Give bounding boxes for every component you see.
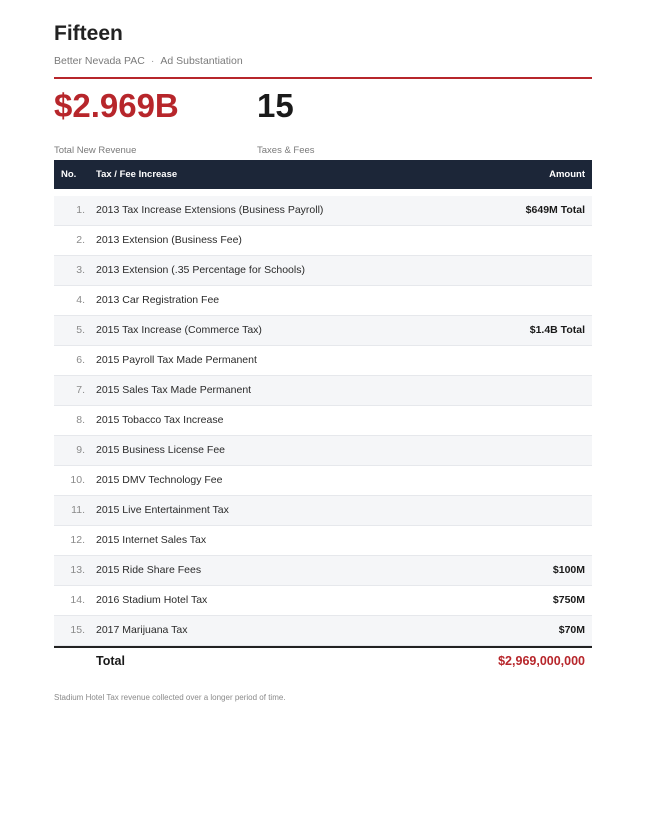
table-row (54, 466, 592, 496)
row-number: 2. (76, 234, 85, 246)
header-divider (54, 77, 592, 79)
footnote: Stadium Hotel Tax revenue collected over a longer period of time. (54, 693, 286, 702)
row-number: 6. (76, 354, 85, 366)
row-name: 2013 Extension (Business Fee) (96, 234, 242, 246)
row-amount: $750M (552, 594, 585, 606)
row-name: 2015 Internet Sales Tax (96, 534, 207, 546)
row-name: 2015 Tobacco Tax Increase (96, 414, 224, 426)
document-subtitle (54, 54, 243, 68)
row-number: 3. (76, 264, 85, 276)
row-number: 7. (76, 384, 85, 396)
row-amount: $1.4B Total (529, 324, 585, 336)
column-header-amount: Amount (549, 169, 585, 180)
row-amount: $70M (558, 624, 585, 636)
row-number: 8. (76, 414, 85, 426)
row-name: 2016 Stadium Hotel Tax (96, 594, 208, 606)
count-stat-label: Taxes & Fees (257, 145, 315, 156)
row-number: 13. (70, 564, 85, 576)
row-number: 1. (76, 204, 85, 216)
row-name: 2015 Live Entertainment Tax (96, 504, 229, 516)
row-number: 15. (70, 624, 85, 636)
row-name: 2015 Ride Share Fees (96, 564, 202, 576)
table-row (54, 376, 592, 406)
subtitle-separator: · (150, 55, 155, 67)
total-value: $2,969,000,000 (498, 654, 585, 668)
row-name: 2013 Tax Increase Extensions (Business Payroll) (96, 204, 324, 216)
table-row (54, 436, 592, 466)
row-number: 5. (76, 324, 85, 336)
row-name: 2015 DMV Technology Fee (96, 474, 223, 486)
row-number: 14. (70, 594, 85, 606)
total-label: Total (96, 654, 125, 668)
column-header-name: Tax / Fee Increase (96, 169, 178, 180)
table-row (54, 286, 592, 316)
row-name: 2013 Extension (.35 Percentage for Schools) (96, 264, 305, 276)
row-name: 2017 Marijuana Tax (96, 624, 188, 636)
table-row (54, 556, 592, 586)
table-row (54, 226, 592, 256)
table-row (54, 256, 592, 286)
revenue-stat-value: $2.969B (54, 87, 179, 124)
table-row (54, 526, 592, 556)
table-row (54, 316, 592, 346)
row-number: 12. (70, 534, 85, 546)
row-number: 11. (71, 504, 85, 516)
total-divider (54, 646, 592, 648)
table-row (54, 616, 592, 646)
row-name: 2013 Car Registration Fee (96, 294, 220, 306)
row-amount: $649M Total (525, 204, 585, 216)
organization-name: Better Nevada PAC (54, 55, 145, 67)
row-number: 4. (76, 294, 85, 306)
row-number: 10. (70, 474, 85, 486)
count-stat-value: 15 (257, 87, 294, 124)
table-row (54, 406, 592, 436)
table-row (54, 346, 592, 376)
table-row (54, 586, 592, 616)
column-header-no: No. (61, 169, 77, 180)
document-section: Ad Substantiation (160, 55, 243, 67)
row-number: 9. (76, 444, 85, 456)
revenue-stat-label: Total New Revenue (54, 145, 137, 156)
table-header (54, 160, 592, 189)
row-name: 2015 Sales Tax Made Permanent (96, 384, 252, 396)
row-amount: $100M (552, 564, 585, 576)
tax-table-body (54, 196, 592, 646)
page-title: Fifteen (54, 22, 123, 45)
row-name: 2015 Tax Increase (Commerce Tax) (96, 324, 262, 336)
row-name: 2015 Business License Fee (96, 444, 225, 456)
row-name: 2015 Payroll Tax Made Permanent (96, 354, 257, 366)
table-row (54, 496, 592, 526)
table-row (54, 196, 592, 226)
